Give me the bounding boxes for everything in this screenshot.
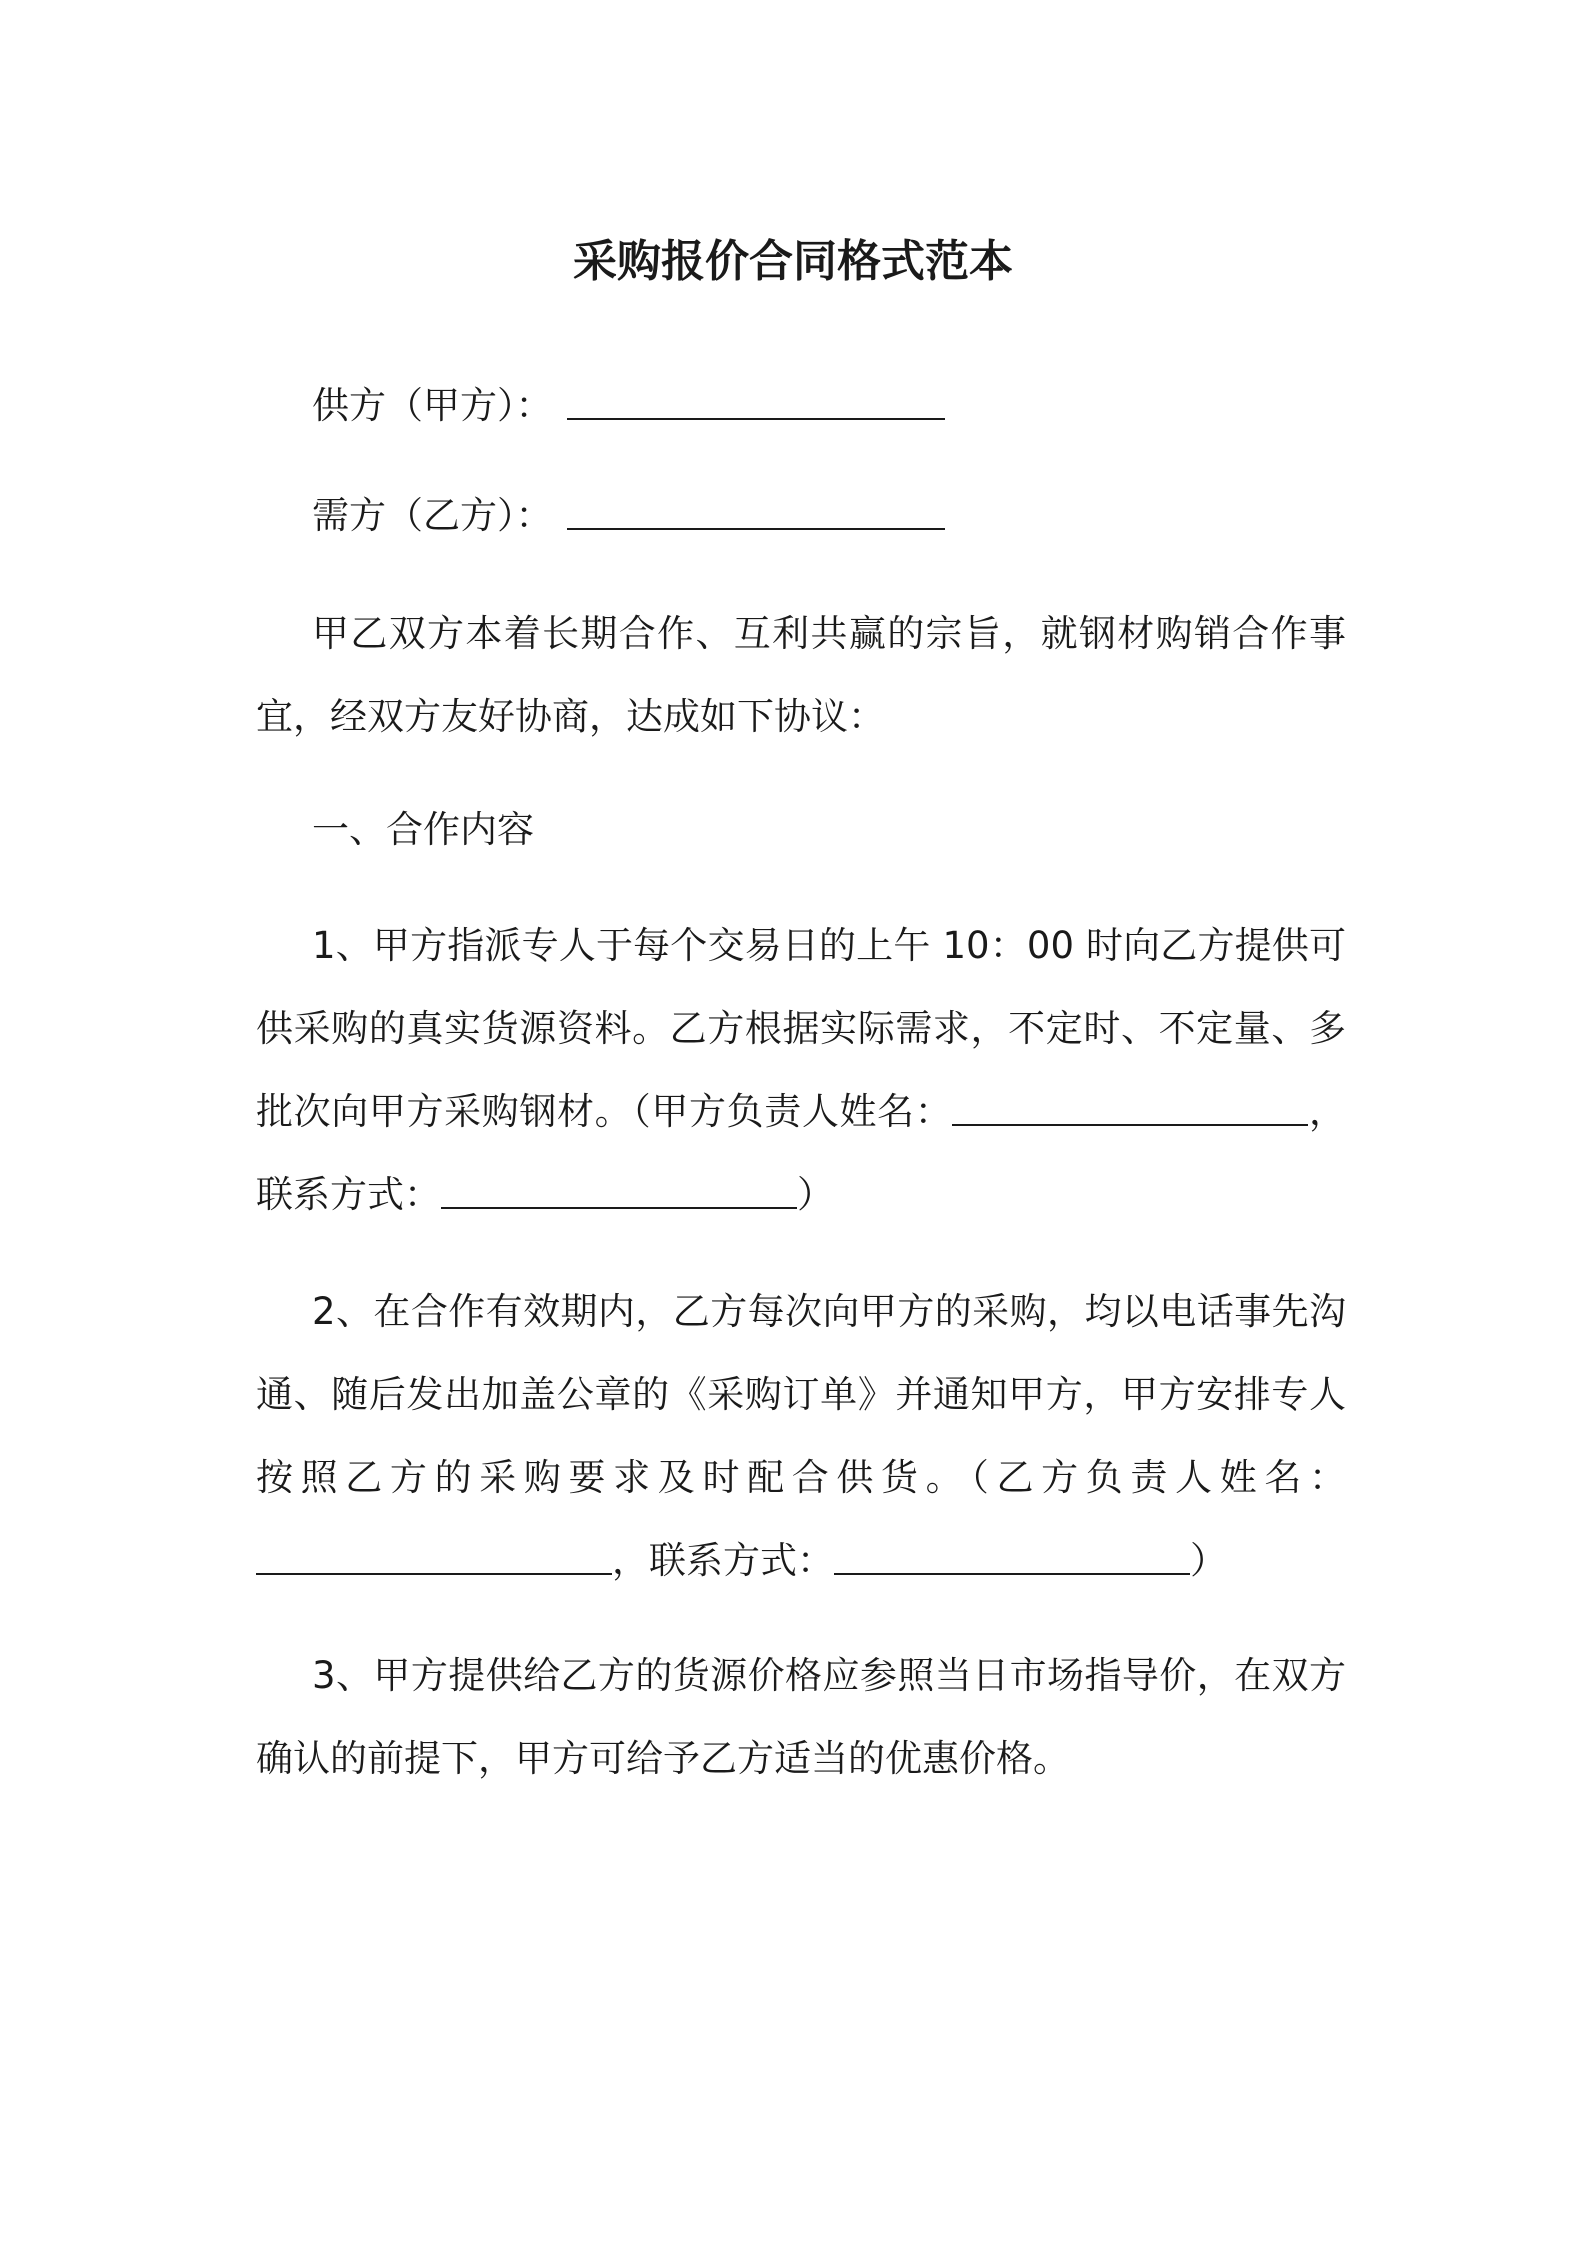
buyer-line	[312, 490, 945, 542]
clause-1-block	[256, 904, 1346, 1236]
buyer-blank	[567, 494, 945, 530]
supplier-blank	[567, 384, 945, 420]
clause-1-contact-blank	[441, 1173, 797, 1209]
page-title: 采购报价合同格式范本	[573, 236, 1013, 287]
clause-1-text: 1、甲方指派专人于每个交易日的上午 10：00 时向乙方提供可供采购的真实货源资料。乙方根据实际需求，不定时、不定量、多批次向甲方采购钢材。（甲方负责人姓名：	[256, 924, 1346, 1133]
clause-1-contact-label: ，联系方式：	[256, 1090, 1346, 1216]
clause-2-name-blank	[256, 1539, 612, 1575]
supplier-line	[312, 380, 945, 432]
section-heading: 一、合作内容	[312, 808, 534, 851]
clause-2-contact-label: ，联系方式：	[612, 1539, 834, 1582]
clause-2-close: ）	[1190, 1539, 1227, 1582]
clause-2-paragraph	[256, 1270, 1346, 1602]
clause-3-paragraph: 3、甲方提供给乙方的货源价格应参照当日市场指导价，在双方确认的前提下，甲方可给予乙方适当的优惠价格。	[256, 1654, 1346, 1780]
clause-3-block	[256, 1634, 1346, 1800]
clause-1-name-blank	[952, 1090, 1308, 1126]
buyer-label: 需方（乙方）：	[312, 494, 553, 537]
intro-paragraph: 甲乙双方本着长期合作、互利共赢的宗旨，就钢材购销合作事宜，经双方友好协商，达成如下协议：	[256, 612, 1346, 738]
clause-1-close: ）	[797, 1173, 834, 1216]
intro-block	[256, 592, 1346, 758]
clause-2-block	[256, 1270, 1346, 1602]
supplier-label: 供方（甲方）：	[312, 384, 553, 427]
clause-1-paragraph	[256, 904, 1346, 1236]
clause-2-text: 2、在合作有效期内，乙方每次向甲方的采购，均以电话事先沟通、随后发出加盖公章的《采购订单》并通知甲方，甲方安排专人按照乙方的采购要求及时配合供货。（乙方负责人姓名：	[256, 1290, 1346, 1499]
clause-2-contact-blank	[834, 1539, 1190, 1575]
